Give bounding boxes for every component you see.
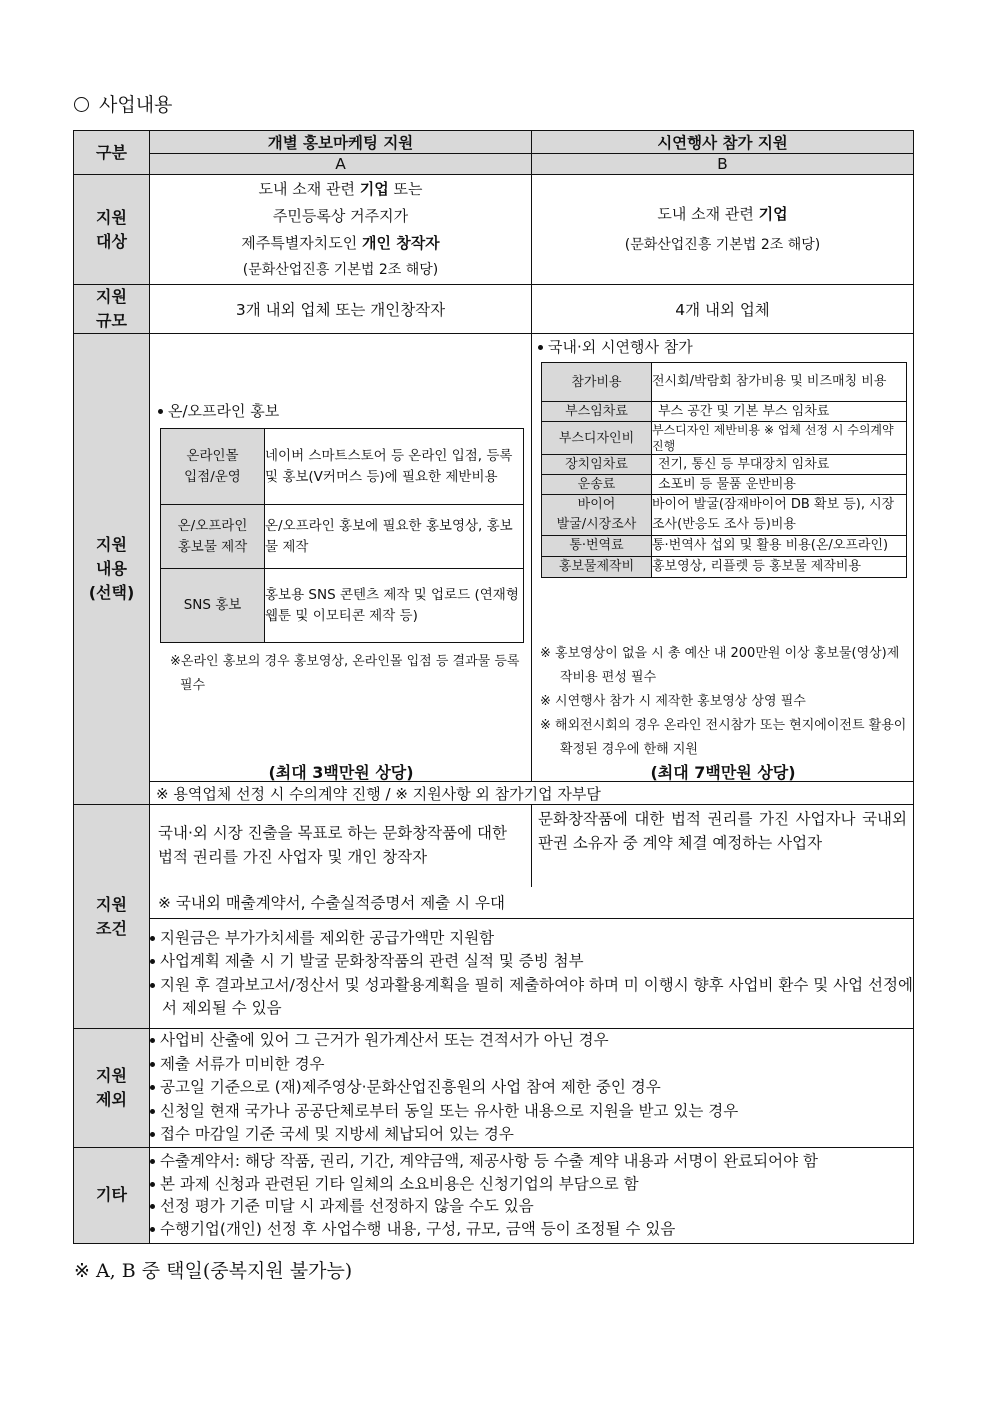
target-a-l4: (문화산업진흥 기본법 2조 해당) <box>242 261 439 278</box>
bullet-icon <box>150 1159 155 1164</box>
content-a-cap: (최대 3백만원 상당) <box>268 763 414 782</box>
condition-bullets <box>150 919 914 1029</box>
content-a-row-desc: 홍보용 SNS 콘텐츠 제작 및 업로드 (연재형 웹툰 및 이모티콘 제작 등) <box>265 569 524 643</box>
target-b-l1: 도내 소재 관련 <box>657 204 759 223</box>
content-b-note: ※ 시연행사 참가 시 제작한 홍보영상 상영 필수 <box>540 694 806 709</box>
exclusion-label: 지원 제외 <box>74 1029 150 1148</box>
content-b-row-desc: 전시회/박람회 참가비용 및 비즈매칭 비용 <box>652 363 907 402</box>
content-b-cap: (최대 7백만원 상당) <box>650 763 796 782</box>
list-item <box>150 1123 913 1147</box>
circle-bullet-icon <box>74 97 89 112</box>
content-b-heading-text: 국내·외 시연행사 참가 <box>548 338 693 356</box>
list-item <box>150 1195 913 1218</box>
condition-b: 문화창작품에 대한 법적 권리를 가진 사업자나 국내외 판권 소유자 중 계약 체결 예정하는 사업자 <box>532 805 914 887</box>
target-a-l2: 주민등록상 거주지가 <box>272 206 409 225</box>
exclusion-bullets <box>150 1029 914 1148</box>
header-col-a-letter: A <box>150 154 532 175</box>
bullet-icon <box>150 959 155 964</box>
list-item <box>150 1100 913 1124</box>
list-item <box>150 974 913 1021</box>
list-item <box>150 1218 913 1241</box>
list-item <box>150 1053 913 1077</box>
content-b-heading <box>538 336 693 357</box>
bullet-icon <box>150 1038 155 1043</box>
content-a-row-label: 온라인몰 입점/운영 <box>161 429 265 505</box>
content-b-row-label: 부스임차료 <box>542 402 652 422</box>
list-item-text: 신청일 현재 국가나 공공단체로부터 동일 또는 유사한 내용으로 지원을 받고 있는 경우 <box>160 1101 739 1120</box>
target-b-l1-bold: 기업 <box>758 204 788 223</box>
header-col-b-title: 시연행사 참가 지원 <box>532 131 914 154</box>
content-b-row-label: 장치임차료 <box>542 455 652 475</box>
condition-a <box>150 805 532 887</box>
content-a-heading <box>158 400 279 421</box>
content-b-notes <box>540 642 910 762</box>
content-b-table <box>541 362 907 578</box>
list-item-text: 수출계약서: 해당 작품, 권리, 기간, 계약금액, 제공사항 등 수출 계약 내용과 서명이 완료되어야 함 <box>160 1152 818 1170</box>
condition-label: 지원 조건 <box>74 805 150 1029</box>
target-a-l1: 도내 소재 관련 <box>258 179 360 198</box>
section-title-text: 사업내용 <box>99 94 173 116</box>
list-item <box>150 1029 913 1053</box>
content-b-row-label: 운송료 <box>542 475 652 495</box>
list-item <box>150 1173 913 1196</box>
condition-note: ※ 국내외 매출계약서, 수출실적증명서 제출 시 우대 <box>150 887 914 919</box>
target-a-l3-bold: 개인 창작자 <box>362 233 440 252</box>
scale-label: 지원 규모 <box>74 285 150 334</box>
condition-a-text: 국내·외 시장 진출을 목표로 하는 문화창작품에 대한 법적 권리를 가진 사업자 및 개인 창작자 <box>158 824 507 866</box>
list-item-text: 선정 평가 기준 미달 시 과제를 선정하지 않을 수도 있음 <box>160 1197 534 1215</box>
target-a-l1-post: 또는 <box>388 179 423 198</box>
content-b-row-desc: 부스디자인 제반비용 ※ 업체 선정 시 수의계약 진행 <box>652 422 907 455</box>
content-b-row-desc: 소포비 등 물품 운반비용 <box>652 475 907 495</box>
content-b-row-label: 참가비용 <box>542 363 652 402</box>
bullet-icon <box>150 936 155 941</box>
header-category: 구분 <box>74 131 150 175</box>
content-b-row-label: 통·번역료 <box>542 536 652 557</box>
target-a-l3: 제주특별자치도인 <box>241 233 362 252</box>
content-b-row-label: 바이어 발굴/시장조사 <box>542 495 652 536</box>
target-b-l2: (문화산업진흥 기본법 2조 해당) <box>624 236 821 253</box>
scale-b: 4개 내외 업체 <box>532 285 914 334</box>
footnote: ※ A, B 중 택일(중복지원 불가능) <box>74 1260 353 1282</box>
bullet-icon <box>158 409 163 414</box>
content-a-row-desc: 네이버 스마트스토어 등 온라인 입점, 등록 및 홍보(V커머스 등)에 필요한 제반비용 <box>265 429 524 505</box>
content-a-heading-text: 온/오프라인 홍보 <box>168 402 280 420</box>
list-item-text: 공고일 기준으로 (재)제주영상·문화산업진흥원의 사업 참여 제한 중인 경우 <box>160 1078 661 1096</box>
content-b-row-desc: 부스 공간 및 기본 부스 임차료 <box>652 402 907 422</box>
header-col-b-letter: B <box>532 154 914 175</box>
list-item-text: 수행기업(개인) 선정 후 사업수행 내용, 구성, 규모, 금액 등이 조정될 수 있음 <box>160 1219 676 1238</box>
content-a-row-label: SNS 홍보 <box>161 569 265 643</box>
etc-label: 기타 <box>74 1147 150 1243</box>
bullet-icon <box>150 983 155 988</box>
target-a <box>150 175 532 285</box>
target-a-l1-bold: 기업 <box>359 179 389 198</box>
list-item <box>150 1150 913 1173</box>
content-a-row-desc: 온/오프라인 홍보에 필요한 홍보영상, 홍보물 제작 <box>265 505 524 569</box>
bullet-icon <box>150 1062 155 1067</box>
list-item-text: 제출 서류가 미비한 경우 <box>160 1054 325 1073</box>
list-item-text: 본 과제 신청과 관련된 기타 일체의 소요비용은 신청기업의 부담으로 함 <box>160 1174 639 1193</box>
content-b-row-desc: 바이어 발굴(잠재바이어 DB 확보 등), 시장조사(반응도 조사 등)비용 <box>652 495 907 536</box>
business-content-table <box>73 130 914 1244</box>
list-item <box>150 1076 913 1100</box>
etc-bullets <box>150 1147 914 1243</box>
content-b-row-desc: 전기, 통신 등 부대장치 임차료 <box>652 455 907 475</box>
target-label: 지원 대상 <box>74 175 150 285</box>
list-item-text: 사업계획 제출 시 기 발굴 문화창작품의 관련 실적 및 증빙 첨부 <box>160 952 584 970</box>
section-title <box>74 90 172 117</box>
content-a-note: ※온라인 홍보의 경우 홍보영상, 온라인몰 입점 등 결과물 등록 필수 <box>170 654 520 693</box>
content-label: 지원 내용 (선택) <box>74 334 150 805</box>
bullet-icon <box>150 1132 155 1137</box>
content-b-note: ※ 홍보영상이 없을 시 총 예산 내 200만원 이상 홍보물(영상)제작비용 편성 필수 <box>540 646 900 685</box>
content-b-row-label: 홍보물제작비 <box>542 557 652 578</box>
content-common-note: ※ 용역업체 선정 시 수의계약 진행 / ※ 지원사항 외 참가기업 자부담 <box>150 782 914 805</box>
list-item-text: 사업비 산출에 있어 그 근거가 원가계산서 또는 견적서가 아닌 경우 <box>160 1031 609 1049</box>
list-item <box>150 950 913 974</box>
header-col-a-title: 개별 홍보마케팅 지원 <box>150 131 532 154</box>
list-item-text: 지원금은 부가가치세를 제외한 공급가액만 지원함 <box>160 928 495 947</box>
content-b-row-desc: 홍보영상, 리플렛 등 홍보물 제작비용 <box>652 557 907 578</box>
scale-a: 3개 내외 업체 또는 개인창작자 <box>150 285 532 334</box>
list-item-text: 지원 후 결과보고서/정산서 및 성과활용계획을 필히 제출하여야 하며 미 이행시 향후 사업비 환수 및 사업 선정에서 제외될 수 있음 <box>160 975 913 1017</box>
content-b-row-label: 부스디자인비 <box>542 422 652 455</box>
bullet-icon <box>150 1182 155 1187</box>
list-item-text: 접수 마감일 기준 국세 및 지방세 체납되어 있는 경우 <box>160 1125 514 1143</box>
bullet-icon <box>150 1204 155 1209</box>
content-b <box>532 334 914 782</box>
bullet-icon <box>538 345 543 350</box>
bullet-icon <box>150 1109 155 1114</box>
bullet-icon <box>150 1227 155 1232</box>
bullet-icon <box>150 1085 155 1090</box>
content-a <box>150 334 532 782</box>
list-item <box>150 927 913 951</box>
content-b-note: ※ 해외전시회의 경우 온라인 전시참가 또는 현지에이전트 활용이 확정된 경우에 한해 지원 <box>540 718 907 757</box>
content-a-row-label: 온/오프라인 홍보물 제작 <box>161 505 265 569</box>
content-a-table <box>160 428 524 643</box>
target-b <box>532 175 914 285</box>
content-b-row-desc: 통·번역사 섭외 및 활용 비용(온/오프라인) <box>652 536 907 557</box>
